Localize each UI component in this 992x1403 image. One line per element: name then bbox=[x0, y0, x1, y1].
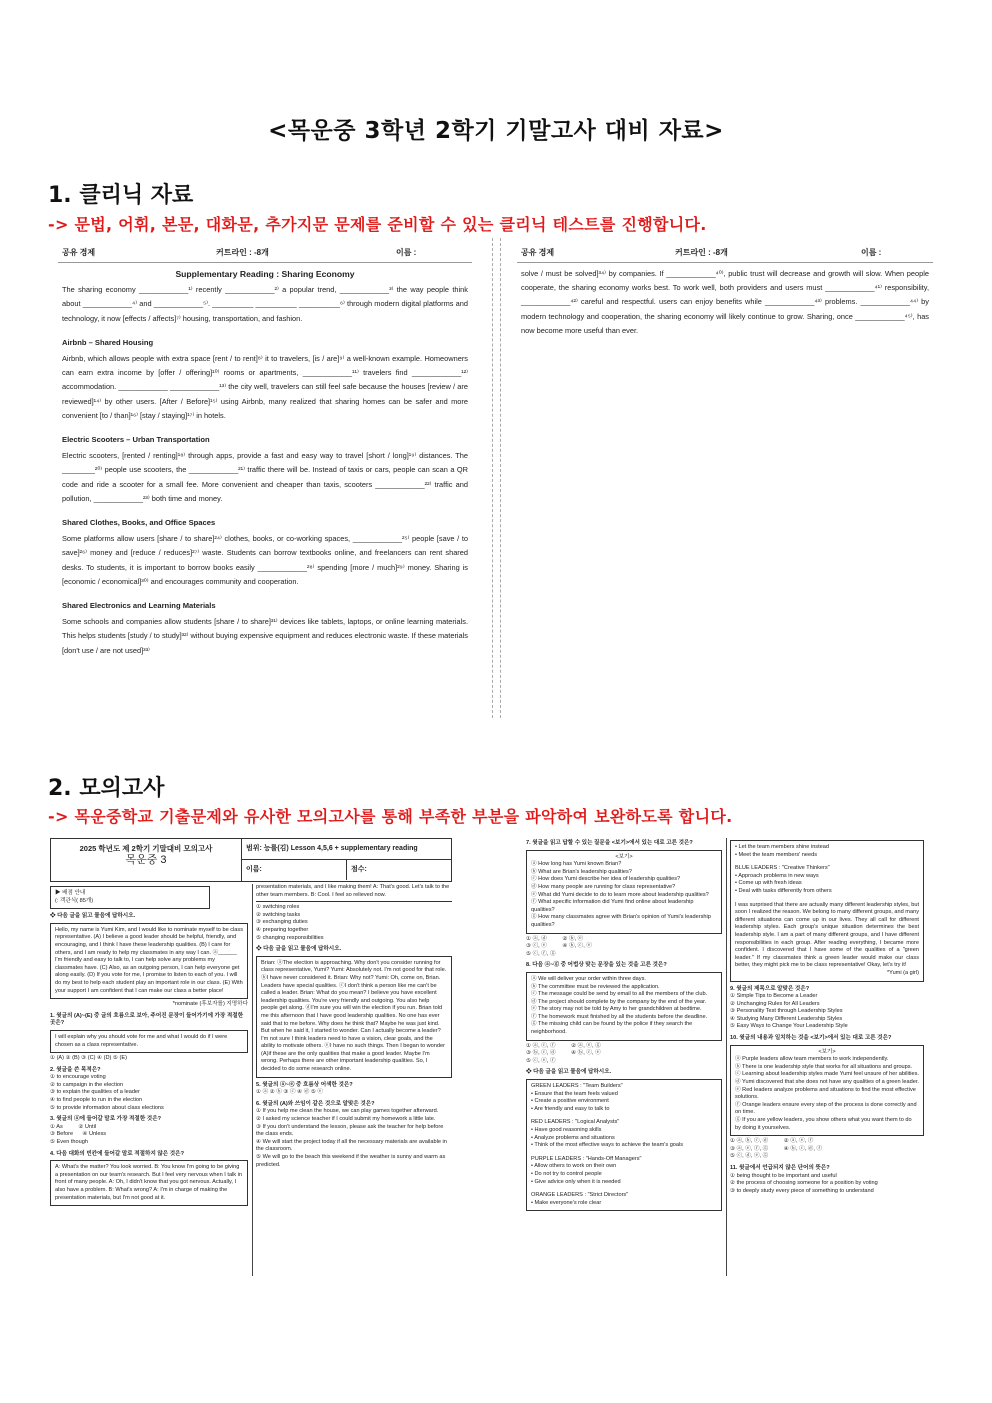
option: ③ exchanging duties bbox=[256, 919, 308, 926]
exam-column bbox=[50, 884, 248, 1276]
option: ⓑ What are Brian's leadership qualities? bbox=[531, 868, 632, 875]
option: ⑤ ⓒ, ⓓ, ⓔ, ⓖ bbox=[730, 1153, 769, 1160]
clinic-name-label: 이름 : bbox=[861, 248, 882, 257]
option: ⓕ Orange leaders ensure every step of the process is done correctly and on time. bbox=[735, 1101, 917, 1116]
question-11: 11. 윗글에서 언급되지 않은 단어의 뜻은? bbox=[730, 1164, 830, 1171]
option: ③ ⓒ, ⓔ ④ ⓑ, ⓒ, ⓔ bbox=[526, 943, 592, 950]
option: ⓓ The project should complete by the company by the end of the year. bbox=[531, 998, 707, 1005]
example-box-title: <보기> bbox=[818, 1048, 836, 1055]
option: ② switching tasks bbox=[256, 911, 301, 918]
option: ② I asked my science teacher if I could submit my homework a little late. bbox=[256, 1116, 436, 1123]
option: ⓕ The homework must finished by all the students before the deadline. bbox=[531, 1013, 708, 1020]
clinic-reading-title: Supplementary Reading : Sharing Economy bbox=[175, 269, 355, 279]
exam-school: 목운중 3 bbox=[125, 853, 167, 866]
column-divider bbox=[252, 884, 253, 1276]
option: ③ ⓐ, ⓔ, ⓕ, ⓖ ④ ⓑ, ⓒ, ⓓ, ⓕ bbox=[730, 1145, 823, 1152]
option: ⓒ The message could be send by email to all the members of the club. bbox=[531, 991, 708, 998]
option: ⓑ The committee must be reviewed the application. bbox=[531, 983, 660, 990]
exam-score-field: 점수: bbox=[346, 860, 451, 880]
clinic-name-label: 이름 : bbox=[396, 248, 417, 257]
option: ⑤ We will go to the beach this weekend if the weather is sunny and warm as predicted. bbox=[256, 1154, 446, 1168]
leader-trait: • Analyze problems and situations bbox=[531, 1134, 615, 1141]
question-4: 4. 다음 대화의 빈칸에 들어갈 말로 적절하지 않은 것은? bbox=[50, 1150, 184, 1157]
reflection-passage: I was surprised that there are actually many different leadership styles, but soon I realized the reason. We belong to many different groups, and many different situations can come up in our lives. They all call for different leadership styles. Each group's unique situation determines the best leadership style. I am a part of many different groups, and I have different responsibilities in each group. After reading everything, I became more confident. I discovered that I have some of the qualities of a "green leader." If my classmates think a green leader would make our class better, they might pick me to be class representative! Okay, let's try it! bbox=[735, 901, 919, 969]
instruction: ❖ 다음 글을 읽고 물음에 답하시오. bbox=[50, 913, 136, 920]
leader-type: GREEN LEADERS : "Team Builders" bbox=[531, 1083, 623, 1090]
clinic-page-right bbox=[517, 238, 933, 718]
leader-trait: • Give advice only when it is needed bbox=[531, 1178, 621, 1185]
clinic-topic: 공유 경제 bbox=[62, 248, 96, 257]
option: ① switching roles bbox=[256, 904, 300, 911]
leader-trait: • Approach problems in new ways bbox=[735, 872, 819, 879]
leader-trait: • Have good reasoning skills bbox=[531, 1127, 602, 1133]
option: ⑤ changing responsibilities bbox=[256, 934, 324, 941]
option: ⓖ If you are yellow leaders, you show others what you want them to do by doing it yourselves. bbox=[735, 1117, 912, 1131]
option: ① ⓐ, ⓓ ② ⓑ, ⓔ bbox=[526, 935, 584, 942]
option: ① If you help me clean the house, we can play games together afterward. bbox=[256, 1108, 439, 1115]
option: ① As ② Until bbox=[50, 1123, 97, 1130]
dialogue-continued: presentation materials, and I like making them! A: That's good. Let's talk to the other team members. B: Cool. I feel so relieved now. bbox=[256, 884, 450, 898]
column-divider bbox=[726, 838, 727, 1276]
question-10: 10. 윗글의 내용과 일치하는 것을 <보기>에서 있는 대로 고른 것은? bbox=[730, 1035, 892, 1042]
clinic-paragraph: Some schools and companies allow students [share / to share]³¹⁾ devices like tablets, laptops, or online learning materials. This helps students [study / to study]³²⁾ without buying expensive equipment and reduces electronic waste. If these materials [don't use / are not used]³³⁾ bbox=[62, 617, 468, 655]
passage-signature: *Yumi (a girl) bbox=[886, 969, 919, 976]
clinic-paragraph: Airbnb, which allows people with extra space [rent / to rent]⁸⁾ it to travelers, [is / are]⁹⁾ a well-known example. Homeowners can earn extra income by [offer / offering]¹⁰⁾ rooms or apartments, ____________¹¹⁾ travelers find ____________¹²⁾ accommodation. ____________ ____________¹³⁾ the city well, travelers can still feel safe because the houses [review / are reviewed]¹⁴⁾ by other users. [After / Before]¹⁵⁾ using Airbnb, many realized that sharing homes can be safer and more convenient [to / than]¹⁶⁾ [stay / staying]¹⁷⁾ in hotels. bbox=[62, 354, 468, 420]
option: ③ ⓑ, ⓒ, ⓓ ④ ⓑ, ⓒ, ⓔ bbox=[526, 1050, 601, 1057]
leadership-styles-box bbox=[526, 1079, 722, 1211]
option: ③ Personality Test through Leadership Styles bbox=[730, 1008, 843, 1015]
given-sentence: I will explain why you should vote for me and what I would do if I were chosen as a class representative. bbox=[50, 1030, 248, 1053]
clinic-header bbox=[517, 238, 933, 263]
question-1: 1. 윗글의 (A)~(E) 중 글의 흐름으로 보아, 주어진 문장이 들어가기에 가장 적절한 곳은? bbox=[50, 1012, 244, 1027]
answer-options: ① (A) ② (B) ③ (C) ④ (D) ⑤ (E) bbox=[50, 1055, 127, 1062]
option: ⓑ There is one leadership style that works for all situations and groups. bbox=[735, 1063, 913, 1070]
page-divider bbox=[492, 238, 493, 718]
leader-trait: • Do not try to control people bbox=[531, 1170, 602, 1177]
option: ⓓ Yumi discovered that she does not have any qualities of a green leader. bbox=[735, 1079, 919, 1086]
leader-trait: • Think of the most effective ways to achieve the team's goals bbox=[531, 1142, 684, 1149]
clinic-page-left bbox=[58, 238, 472, 718]
leader-trait: • Allow others to work on their own bbox=[531, 1163, 617, 1170]
section-2-heading: 2. 모의고사 bbox=[48, 776, 165, 801]
leader-trait: • Let the team members shine instead bbox=[735, 844, 829, 850]
example-box bbox=[526, 972, 722, 1041]
option: ⓒ How does Yumi describe her idea of leadership qualities? bbox=[531, 876, 681, 883]
reading-passage: Hello, my name is Yumi Kim, and I would like to nominate myself to be class representative. (A) I believe a good leader should be helpful, friendly, and encouraging, and I think I have these leadership qualities. (B) I care for others, and I am ready to help my classmates in any way I can. ⓐ______ I'm friendly and easy to talk to, I can help solve any problems my classmates have. (C) Also, as an outgoing person, I can help everyone get along easily. (D) If you vote for me, I promise to listen to each of you. I will do my best to help each student play an important role in our class. (E) With your support I am confident that I can make our class a better place! bbox=[50, 923, 248, 999]
reading-passage: Brian: ⓐThe election is approaching. Why don't you consider running for class representative, Yumi? Yumi: Absolutely not. I'm not good for that role. ⓑI have never considered it. Brian: Why not? Yumi: Oh, come on, Brian. Leaders have special qualities. ⓒI don't think a person like me can't be called a leader. Brian: What do you mean? I believe you have excellent leadership qualities. You're very friendly and outgoing. You also help people get along. ⓓI'm sure you will win the election if you run. Brian told me this afternoon that I have good leadership qualities. No one has ever said that to me before. Why does he think that? Maybe he was just kind. But when he said it, I started to wonder. Can I actually become a leader? I'm not sure I think leaders need to have a vision, clear goals, and the ability to motivate others. ⓔI have no such things. Then I began to wonder (A)if these are the only qualities that make a good leader. Maybe I'm wrong. Perhaps there are other important leadership qualities. So, I decided to do some research online. bbox=[256, 956, 452, 1078]
question-6: 6. 윗글의 (A)와 쓰임이 같은 것으로 알맞은 것은? bbox=[256, 1100, 375, 1107]
option: ④ Studying Many Different Leadership Styles bbox=[730, 1015, 843, 1022]
clinic-paragraph: solve / must be solved]³⁴⁾ by companies. If ____________⁴⁰⁾, public trust will decrease and growth will slow. When people cooperate, the sharing economy works best. To work well, both providers and users must ____________⁴¹⁾ responsibility, ____________⁴²⁾ careful and respectful. users can enjoy benefits while ____________⁴³⁾ problems. ____________⁴⁴⁾ by modern technology and cooperation, the sharing economy will likely continue to grow. Sharing, once ____________⁴⁵⁾, has now become more useful than ever. bbox=[521, 269, 929, 335]
section-1-heading: 1. 클리닉 자료 bbox=[48, 183, 194, 208]
question-9: 9. 윗글의 제목으로 알맞은 것은? bbox=[730, 985, 810, 992]
clinic-paragraph: The sharing economy ____________¹⁾ recently ____________²⁾ a popular trend, ____________³⁾ the way people think about ____________⁴⁾ and ____________⁵⁾. __________ __________ __________⁶⁾ through modern digital platforms and technology, it now [effects / affects]⁷⁾ housing, transportation, and fashion. bbox=[62, 285, 468, 323]
example-box-title: <보기> bbox=[615, 853, 633, 860]
option: ⓔ Red leaders analyze problems and situations to find the most effective solutions. bbox=[735, 1086, 916, 1101]
option: ④ We will start the project today if all the necessary materials are available in the classroom. bbox=[256, 1138, 447, 1153]
page-divider bbox=[500, 238, 501, 718]
option: ② to campaign in the election bbox=[50, 1081, 124, 1088]
option: ⑤ ⓒ, ⓔ, ⓕ bbox=[526, 1057, 556, 1064]
example-box bbox=[526, 850, 722, 934]
example-box bbox=[730, 1045, 924, 1137]
exam-title: 2025 학년도 제 2학기 기말대비 모의고사 bbox=[79, 844, 213, 853]
clinic-curtain: 커트라인 : -8개 bbox=[216, 248, 269, 257]
option: ① to encourage voting bbox=[50, 1074, 106, 1081]
option: ⑤ to provide information about class elections bbox=[50, 1104, 164, 1111]
leader-type: BLUE LEADERS : "Creative Thinkers" bbox=[735, 865, 830, 872]
option: ③ to explain the qualities of a leader bbox=[50, 1089, 140, 1096]
option: ④ preparing together bbox=[256, 926, 309, 933]
section-1-subtitle: -> 문법, 어휘, 본문, 대화문, 추가지문 문제를 준비할 수 있는 클리닉 테스트를 진행합니다. bbox=[48, 215, 707, 234]
question-7: 7. 윗글을 읽고 답할 수 있는 질문을 <보기>에서 있는 대로 고른 것은? bbox=[526, 840, 693, 846]
option: ⑤ ⓒ, ⓕ, ⓖ bbox=[526, 950, 556, 957]
option: ② the process of choosing someone for a position by voting bbox=[730, 1180, 878, 1187]
divider bbox=[256, 901, 452, 902]
clinic-paragraph-heading: Shared Clothes, Books, and Office Spaces bbox=[62, 518, 216, 528]
exam-range: 범위: 능률(김) Lesson 4,5,6 + supplementary reading bbox=[242, 839, 451, 860]
leader-trait: • Create a positive environment bbox=[531, 1098, 609, 1105]
clinic-paragraph: Electric scooters, [rented / renting]¹⁸⁾ through apps, provide a fast and easy way to travel [short / long]¹⁹⁾ distances. The ________²⁰⁾ people use scooters, the ____________²¹⁾ traffic there will be. Instead of taxis or cars, people can scan a QR code and ride a scooter for a small fee. More convenient and cheaper than taxis, scooters ____________²²⁾ traffic and pollution, ____________²³⁾ both time and money. bbox=[62, 451, 468, 503]
option: ① ⓐ, ⓑ, ⓒ, ⓓ ② ⓐ, ⓔ, ⓕ bbox=[730, 1138, 814, 1145]
option: ⓐ How long has Yumi known Brian? bbox=[531, 861, 622, 868]
option: ⑤ Even though bbox=[50, 1139, 88, 1146]
option: ⓖ The missing child can be found by the police if they search the neighborhood. bbox=[531, 1021, 693, 1036]
option: ③ Before ④ Unless bbox=[50, 1131, 107, 1138]
exam-column bbox=[526, 838, 722, 1276]
exam-header bbox=[50, 838, 452, 882]
score-guide: ▶ 배점 안내 (: 객관식( 85개) bbox=[50, 886, 210, 909]
leader-type: ORANGE LEADERS : "Strict Directors" bbox=[531, 1192, 629, 1199]
option: ⓒ Learning about leadership styles made Yumi feel unsure of her abilities. bbox=[735, 1071, 919, 1078]
clinic-paragraph-heading: Airbnb – Shared Housing bbox=[62, 337, 154, 347]
option: ③ If you don't understand the lesson, please ask the teacher for help before the class ends. bbox=[256, 1123, 444, 1138]
option: ① ⓐ, ⓒ, ⓕ ② ⓐ, ⓔ, ⓖ bbox=[526, 1042, 601, 1049]
leader-trait: • Ensure that the team feels valued bbox=[531, 1090, 618, 1097]
clinic-topic: 공유 경제 bbox=[521, 248, 555, 257]
exam-page-right bbox=[526, 838, 924, 1276]
option: ⓐ We will deliver your order within three days. bbox=[531, 975, 646, 982]
option: ⓖ How many classmates agree with Brian's opinion of Yumi's leadership qualities? bbox=[531, 914, 711, 928]
leader-type: RED LEADERS : "Logical Analysts" bbox=[531, 1119, 620, 1126]
option: ④ to find people to run in the election bbox=[50, 1097, 143, 1104]
instruction: ❖ 다음 글을 읽고 물음에 답하시오. bbox=[526, 1069, 612, 1076]
leader-trait: • Meet the team members' needs bbox=[735, 851, 817, 858]
exam-column bbox=[730, 838, 924, 1276]
option: ⓐ Purple leaders allow team members to work independently. bbox=[735, 1056, 889, 1063]
leader-type: PURPLE LEADERS : "Hands-Off Managers" bbox=[531, 1155, 642, 1162]
question-8: 8. 다음 ⓐ~ⓖ 중 어법상 맞는 문장을 있는 것을 고른 것은? bbox=[526, 962, 667, 969]
question-2: 2. 윗글을 쓴 목적은? bbox=[50, 1066, 101, 1073]
instruction: ❖ 다음 글을 읽고 물음에 답하시오. bbox=[256, 946, 342, 953]
question-5: 5. 윗글의 ⓐ~ⓔ 중 흐름상 어색한 것은? bbox=[256, 1081, 353, 1088]
clinic-paragraph-heading: Shared Electronics and Learning Materials bbox=[62, 601, 216, 611]
exam-page-left bbox=[50, 838, 452, 1276]
leadership-styles-box bbox=[730, 840, 924, 982]
option: ① Simple Tips to Become a Leader bbox=[730, 993, 818, 1000]
option: ① being thought to be important and useful bbox=[730, 1172, 837, 1179]
clinic-paragraph: Some platforms allow users [share / to share]²⁴⁾ clothes, books, or co-working spaces, ____________²⁵⁾ people [save / to save]²⁶⁾ money and [reduce / reduces]²⁷⁾ waste. Students can borrow textbooks online, and freelancers can rent shared desks. To students, it is important to borrow books easily ____________²⁸⁾ spending [more / much]²⁹⁾ money. Sharing is [economic / economical]³⁰⁾ and encourages community and cooperation. bbox=[62, 534, 468, 586]
leader-trait: • Come up with fresh ideas bbox=[735, 880, 802, 887]
question-3: 3. 윗글의 ⓐ에 들어갈 말로 가장 적절한 것은? bbox=[50, 1116, 162, 1123]
page-title: <목운중 3학년 2학기 기말고사 대비 자료> bbox=[268, 118, 724, 144]
option: ⓔ What did Yumi decide to do to learn more about leadership qualities? bbox=[531, 891, 709, 898]
answer-options: ① ⓐ ② ⓑ ③ ⓒ ④ ⓓ ⑤ ⓔ bbox=[256, 1089, 324, 1096]
leader-trait: • Are friendly and easy to talk to bbox=[531, 1105, 610, 1112]
clinic-paragraph-heading: Electric Scooters – Urban Transportation bbox=[62, 435, 210, 445]
clinic-curtain: 커트라인 : -8개 bbox=[675, 248, 728, 257]
option: ② Unchanging Rules for All Leaders bbox=[730, 1000, 820, 1007]
exam-column bbox=[256, 884, 452, 1276]
exam-name-field: 이름: bbox=[246, 866, 262, 873]
option: ③ to deeply study every piece of something to understand bbox=[730, 1187, 874, 1194]
clinic-header bbox=[58, 238, 472, 263]
option: ⑤ Easy Ways to Change Your Leadership Style bbox=[730, 1023, 848, 1030]
dialogue-box: A: What's the matter? You look worried. B: You know I'm going to be giving a presentation on our team's research. But I feel very nervous when I talk in front of many people. A: Oh, I didn't know that you got nervous. Actually, I also have a problem. B: What's wrong? A: I'm in charge of making the presentation materials, but I'm not good at it. bbox=[50, 1160, 248, 1206]
option: ⓓ How many people are running for class representative? bbox=[531, 883, 676, 890]
leader-trait: • Make everyone's role clear bbox=[531, 1199, 602, 1206]
leader-trait: • Deal with tasks differently from others bbox=[735, 887, 832, 894]
option: ⓔ The story may not be told by Amy to her grandchildren at bedtime. bbox=[531, 1006, 702, 1013]
vocab-note: *nominate (후보자를) 지명하다 bbox=[172, 1001, 248, 1008]
option: ⓕ What specific information did Yumi find online about leadership qualities? bbox=[531, 899, 694, 913]
section-2-subtitle: -> 목운중학교 기출문제와 유사한 모의고사를 통해 부족한 부분을 파악하여 보완하도록 합니다. bbox=[48, 807, 733, 826]
